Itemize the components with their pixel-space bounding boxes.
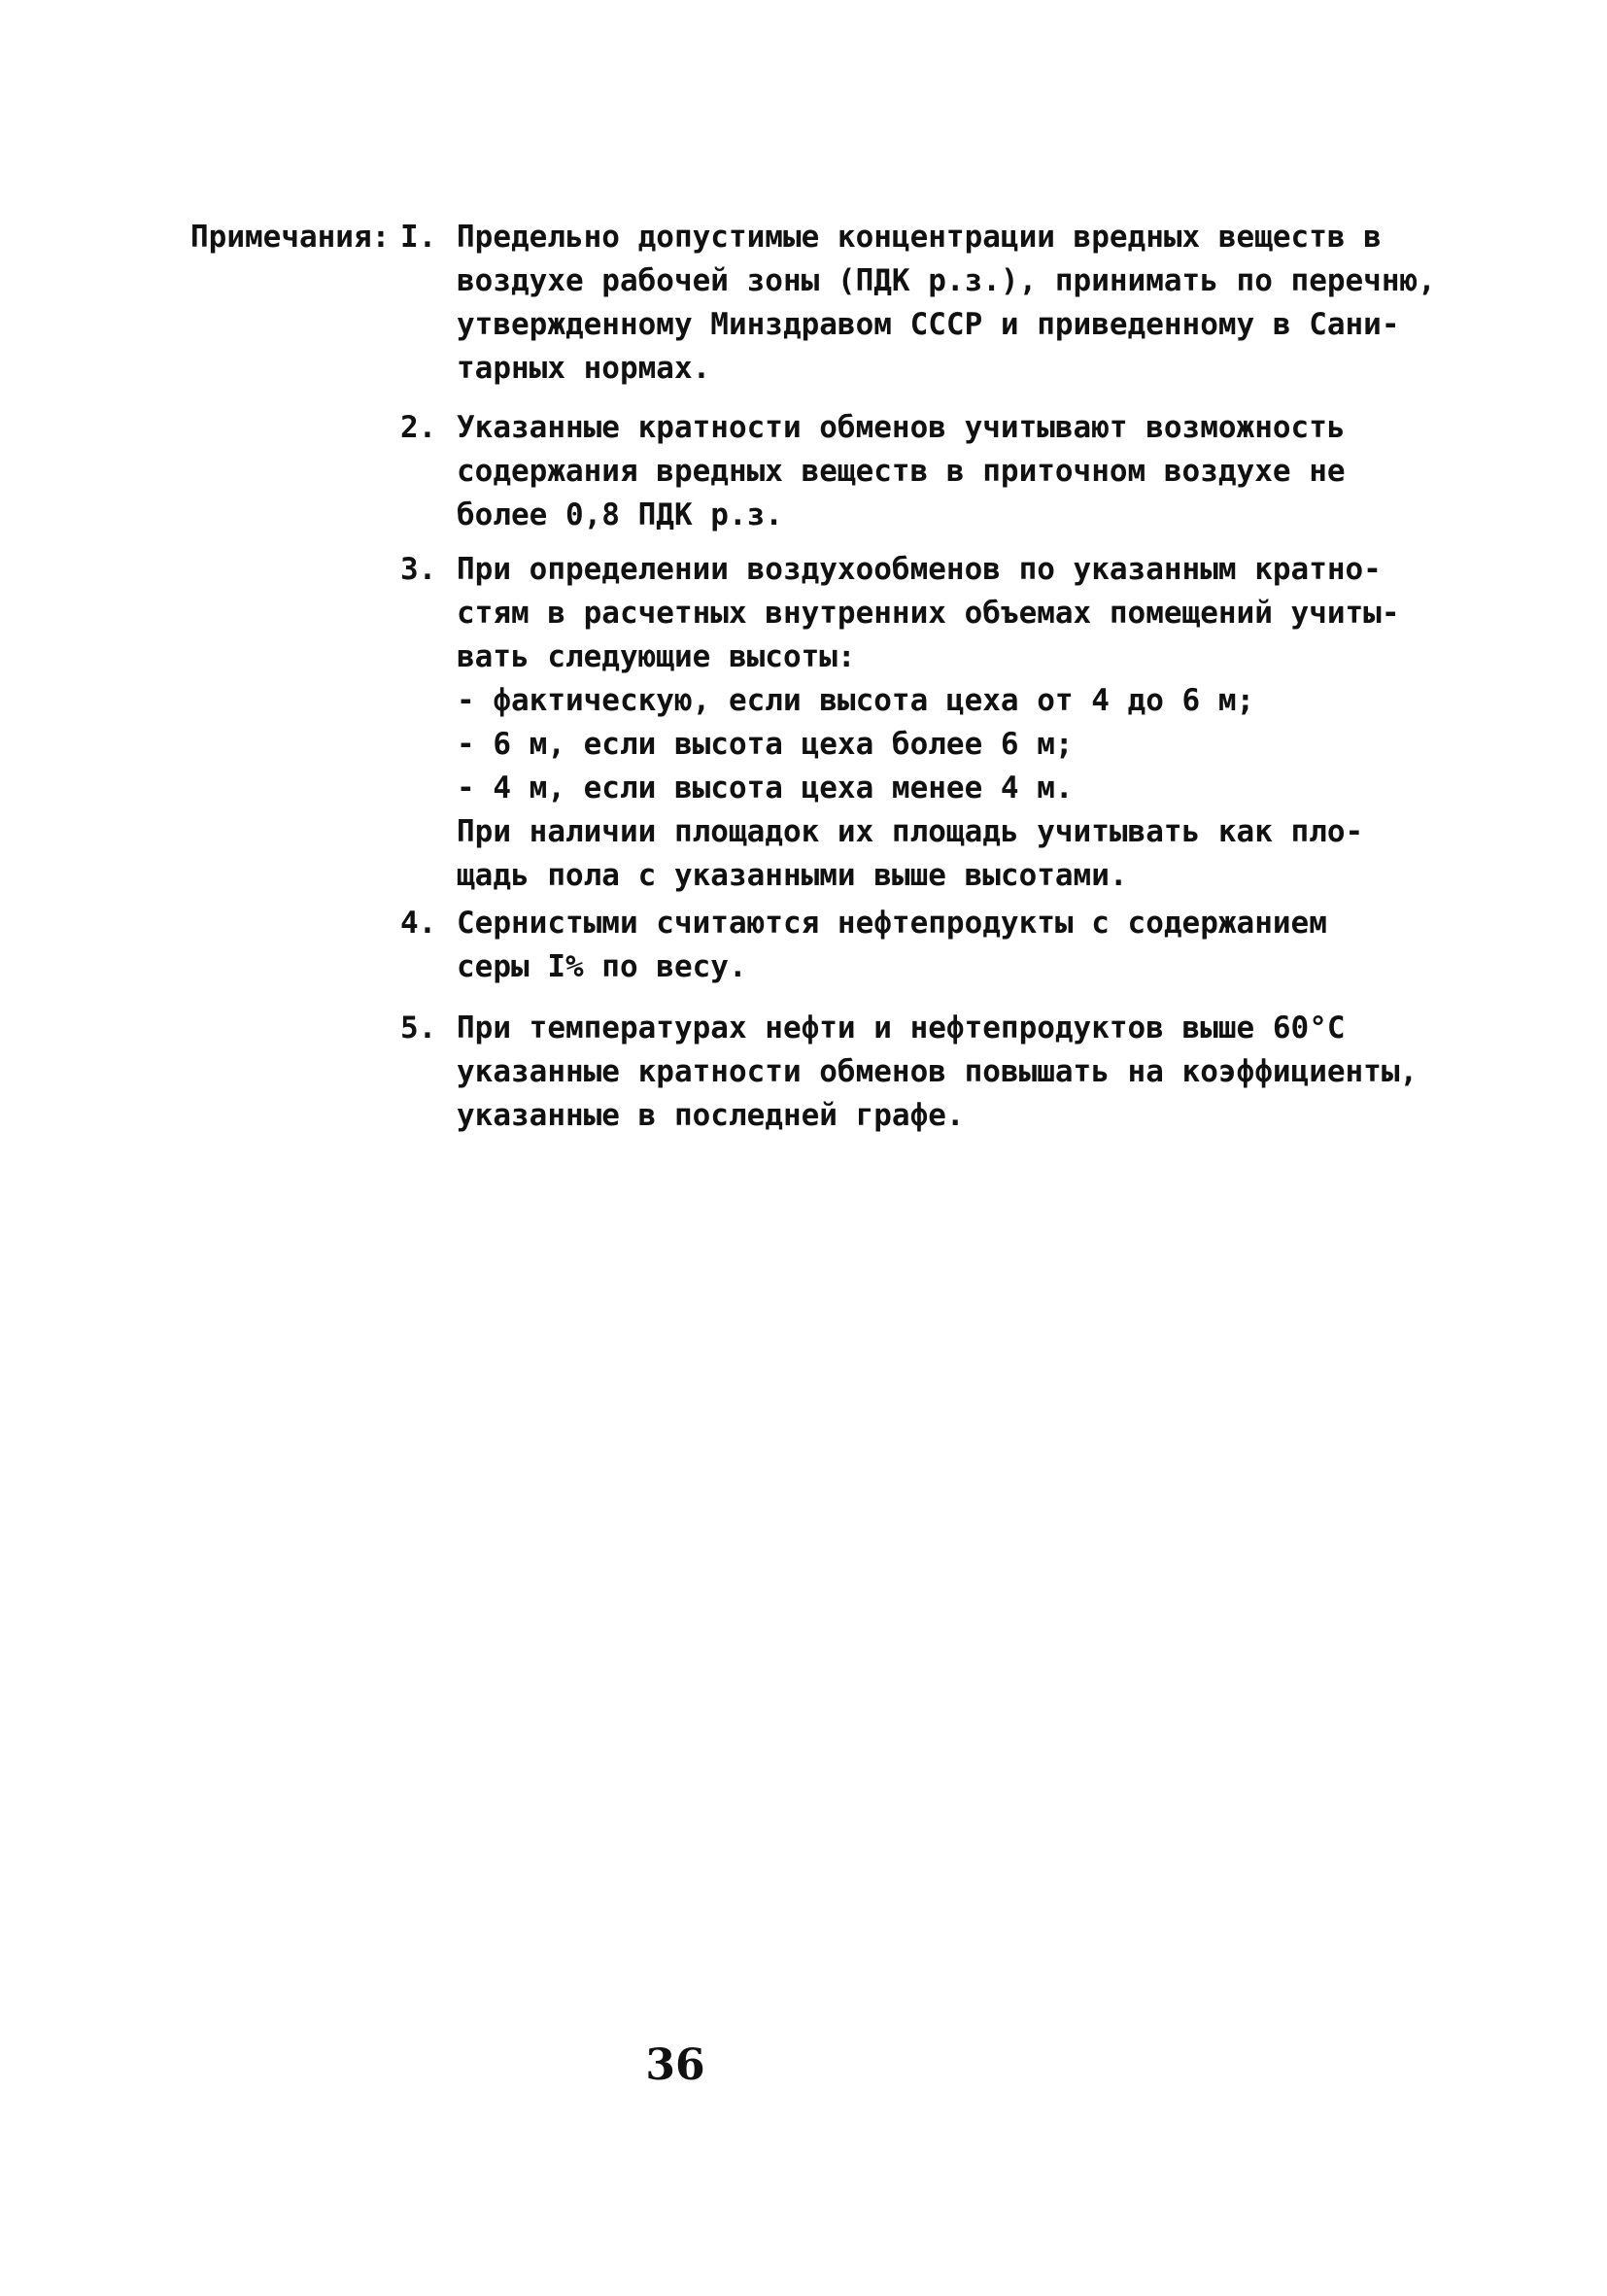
note-number: 3. [400, 552, 437, 587]
note-line: серы I% по весу. [457, 949, 747, 984]
note-body [457, 406, 1459, 537]
note-line: вать следующие высоты: [457, 639, 856, 674]
note-line: тарных нормах. [457, 351, 711, 386]
note-body [457, 216, 1459, 391]
note-line: - 4 м, если высота цеха менее 4 м. [457, 771, 1074, 805]
page-number: 36 [645, 2040, 705, 2090]
note-line: - фактическую, если высота цеха от 4 до 6 м; [457, 683, 1255, 718]
note-1 [400, 216, 1459, 391]
note-line: При температурах нефти и нефтепродуктов выше 60°С [457, 1011, 1346, 1045]
note-line: утвержденному Минздравом СССР и приведенному в Сани- [457, 307, 1400, 342]
note-body [457, 548, 1459, 898]
note-line: указанные в последней графе. [457, 1098, 965, 1133]
note-line: содержания вредных веществ в приточном воздухе не [457, 454, 1346, 489]
note-5 [400, 1007, 1459, 1138]
note-line: Указанные кратности обменов учитывают возможность [457, 410, 1346, 445]
note-body [457, 902, 1459, 989]
note-4 [400, 902, 1459, 989]
note-line: стям в расчетных внутренних объемах помещений учиты- [457, 596, 1400, 631]
note-line: щадь пола с указанными выше высотами. [457, 858, 1128, 893]
note-number: I. [400, 220, 437, 255]
note-line: воздухе рабочей зоны (ПДК р.з.), принимать по перечню, [457, 263, 1436, 298]
note-line: указанные кратности обменов повышать на коэффициенты, [457, 1054, 1419, 1089]
note-3 [400, 548, 1459, 898]
notes-label: Примечания: [190, 220, 391, 255]
note-number: 5. [400, 1011, 437, 1045]
note-2 [400, 406, 1459, 537]
note-number: 2. [400, 410, 437, 445]
note-line: более 0,8 ПДК р.з. [457, 497, 783, 532]
note-number: 4. [400, 906, 437, 941]
note-line: При наличии площадок их площадь учитывать как пло- [457, 814, 1364, 849]
note-line: Сернистыми считаются нефтепродукты с содержанием [457, 906, 1327, 941]
note-body [457, 1007, 1459, 1138]
note-line: Предельно допустимые концентрации вредных веществ в [457, 220, 1382, 255]
note-line: При определении воздухообменов по указанным кратно- [457, 552, 1382, 587]
note-line: - 6 м, если высота цеха более 6 м; [457, 727, 1074, 762]
